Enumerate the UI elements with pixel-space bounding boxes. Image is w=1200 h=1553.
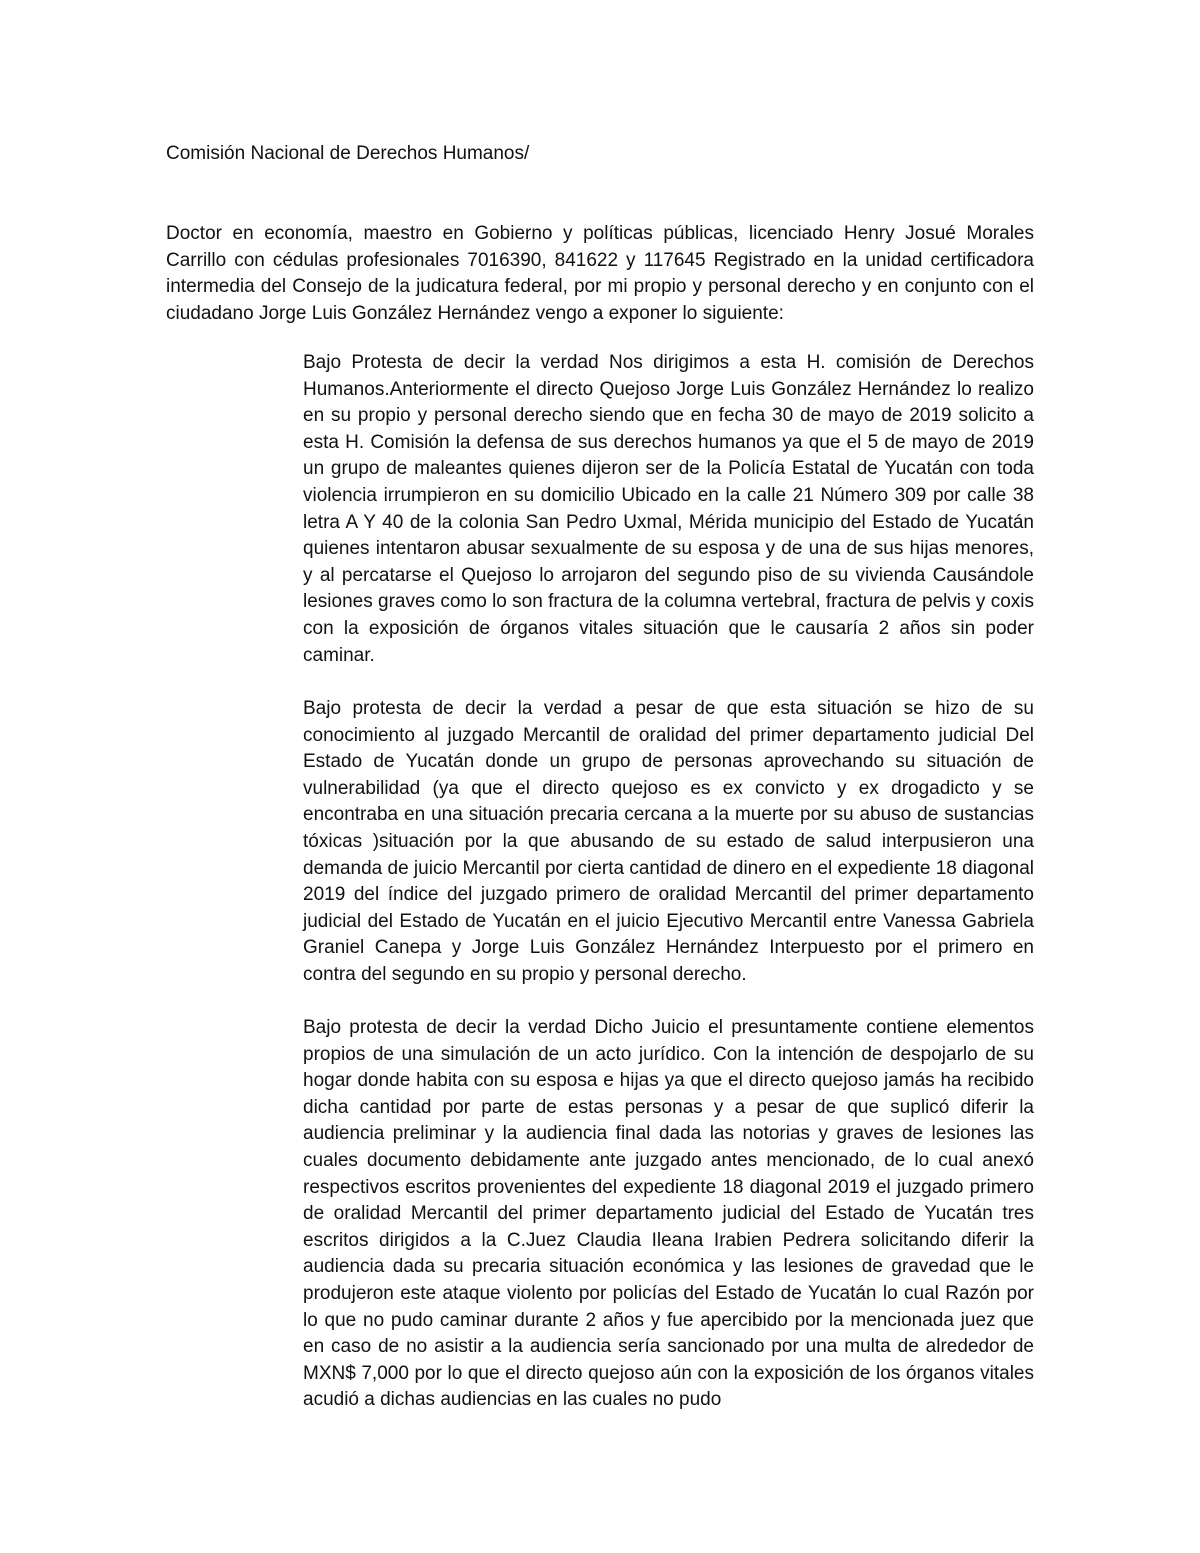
body-paragraph-1: Bajo Protesta de decir la verdad Nos dirigimos a esta H. comisión de Derechos Humanos.Anteriormente el directo Quejoso Jorge Luis González Hernández lo realizo en su propio y personal derecho siendo que en fecha 30 de mayo de 2019 solicito a esta H. Comisión la defensa de sus derechos humanos ya que el 5 de mayo de 2019 un grupo de maleantes quienes dijeron ser de la Policía Estatal de Yucatán con toda violencia irrumpieron en su domicilio Ubicado en la calle 21 Número 309 por calle 38 letra A Y 40 de la colonia San Pedro Uxmal, Mérida municipio del Estado de Yucatán quienes intentaron abusar sexualmente de su esposa y de una de sus hijas menores, y al percatarse el Quejoso lo arrojaron del segundo piso de su vivienda Causándole lesiones graves como lo son fractura de la columna vertebral, fractura de pelvis y coxis con la exposición de órganos vitales situación que le causaría 2 años sin poder caminar. [303, 352, 1034, 666]
intro-paragraph: Doctor en economía, maestro en Gobierno y políticas públicas, licenciado Henry Josué Morales Carrillo con cédulas profesionales 7016390, 841622 y 117645 Registrado en la unidad certificadora intermedia del Consejo de la judicatura federal, por mi propio y personal derecho y en conjunto con el ciudadano Jorge Luis González Hernández vengo a exponer lo siguiente: [166, 223, 1034, 324]
body-paragraph-2: Bajo protesta de decir la verdad a pesar de que esta situación se hizo de su conocimiento al juzgado Mercantil de oralidad del primer departamento judicial Del Estado de Yucatán donde un grupo de personas aprovechando su situación de vulnerabilidad (ya que el directo quejoso es ex convicto y ex drogadicto y se encontraba en una situación precaria cercana a la muerte por su abuso de sustancias tóxicas )situación por la que abusando de su estado de salud interpusieron una demanda de juicio Mercantil por cierta cantidad de dinero en el expediente 18 diagonal 2019 del índice del juzgado primero de oralidad Mercantil del primer departamento judicial del Estado de Yucatán en el juicio Ejecutivo Mercantil entre Vanessa Gabriela Graniel Canepa y Jorge Luis González Hernández Interpuesto por el primero en contra del segundo en su propio y personal derecho. [303, 698, 1034, 985]
document-heading: Comisión Nacional de Derechos Humanos/ [166, 143, 530, 164]
body-paragraph-3: Bajo protesta de decir la verdad Dicho Juicio el presuntamente contiene elementos propios de una simulación de un acto jurídico. Con la intención de despojarlo de su hogar donde habita con su esposa e hijas ya que el directo quejoso jamás ha recibido dicha cantidad por parte de estas personas y a pesar de que suplicó diferir la audiencia preliminar y la audiencia final dada las notorias y graves de lesiones las cuales documento debidamente ante juzgado antes mencionado, de lo cual anexó respectivos escritos provenientes del expediente 18 diagonal 2019 el juzgado primero de oralidad Mercantil del primer departamento judicial del Estado de Yucatán tres escritos dirigidos a la C.Juez Claudia Ileana Irabien Pedrera solicitando diferir la audiencia dada su precaria situación económica y las lesiones de gravedad que le produjeron este ataque violento por policías del Estado de Yucatán lo cual Razón por lo que no pudo caminar durante 2 años y fue apercibido por la mencionada juez que en caso de no asistir a la audiencia sería sancionado por una multa de alrededor de MXN$ 7,000 por lo que el directo quejoso aún con la exposición de los órganos vitales acudió a dichas audiencias en las cuales no pudo [303, 1017, 1034, 1411]
